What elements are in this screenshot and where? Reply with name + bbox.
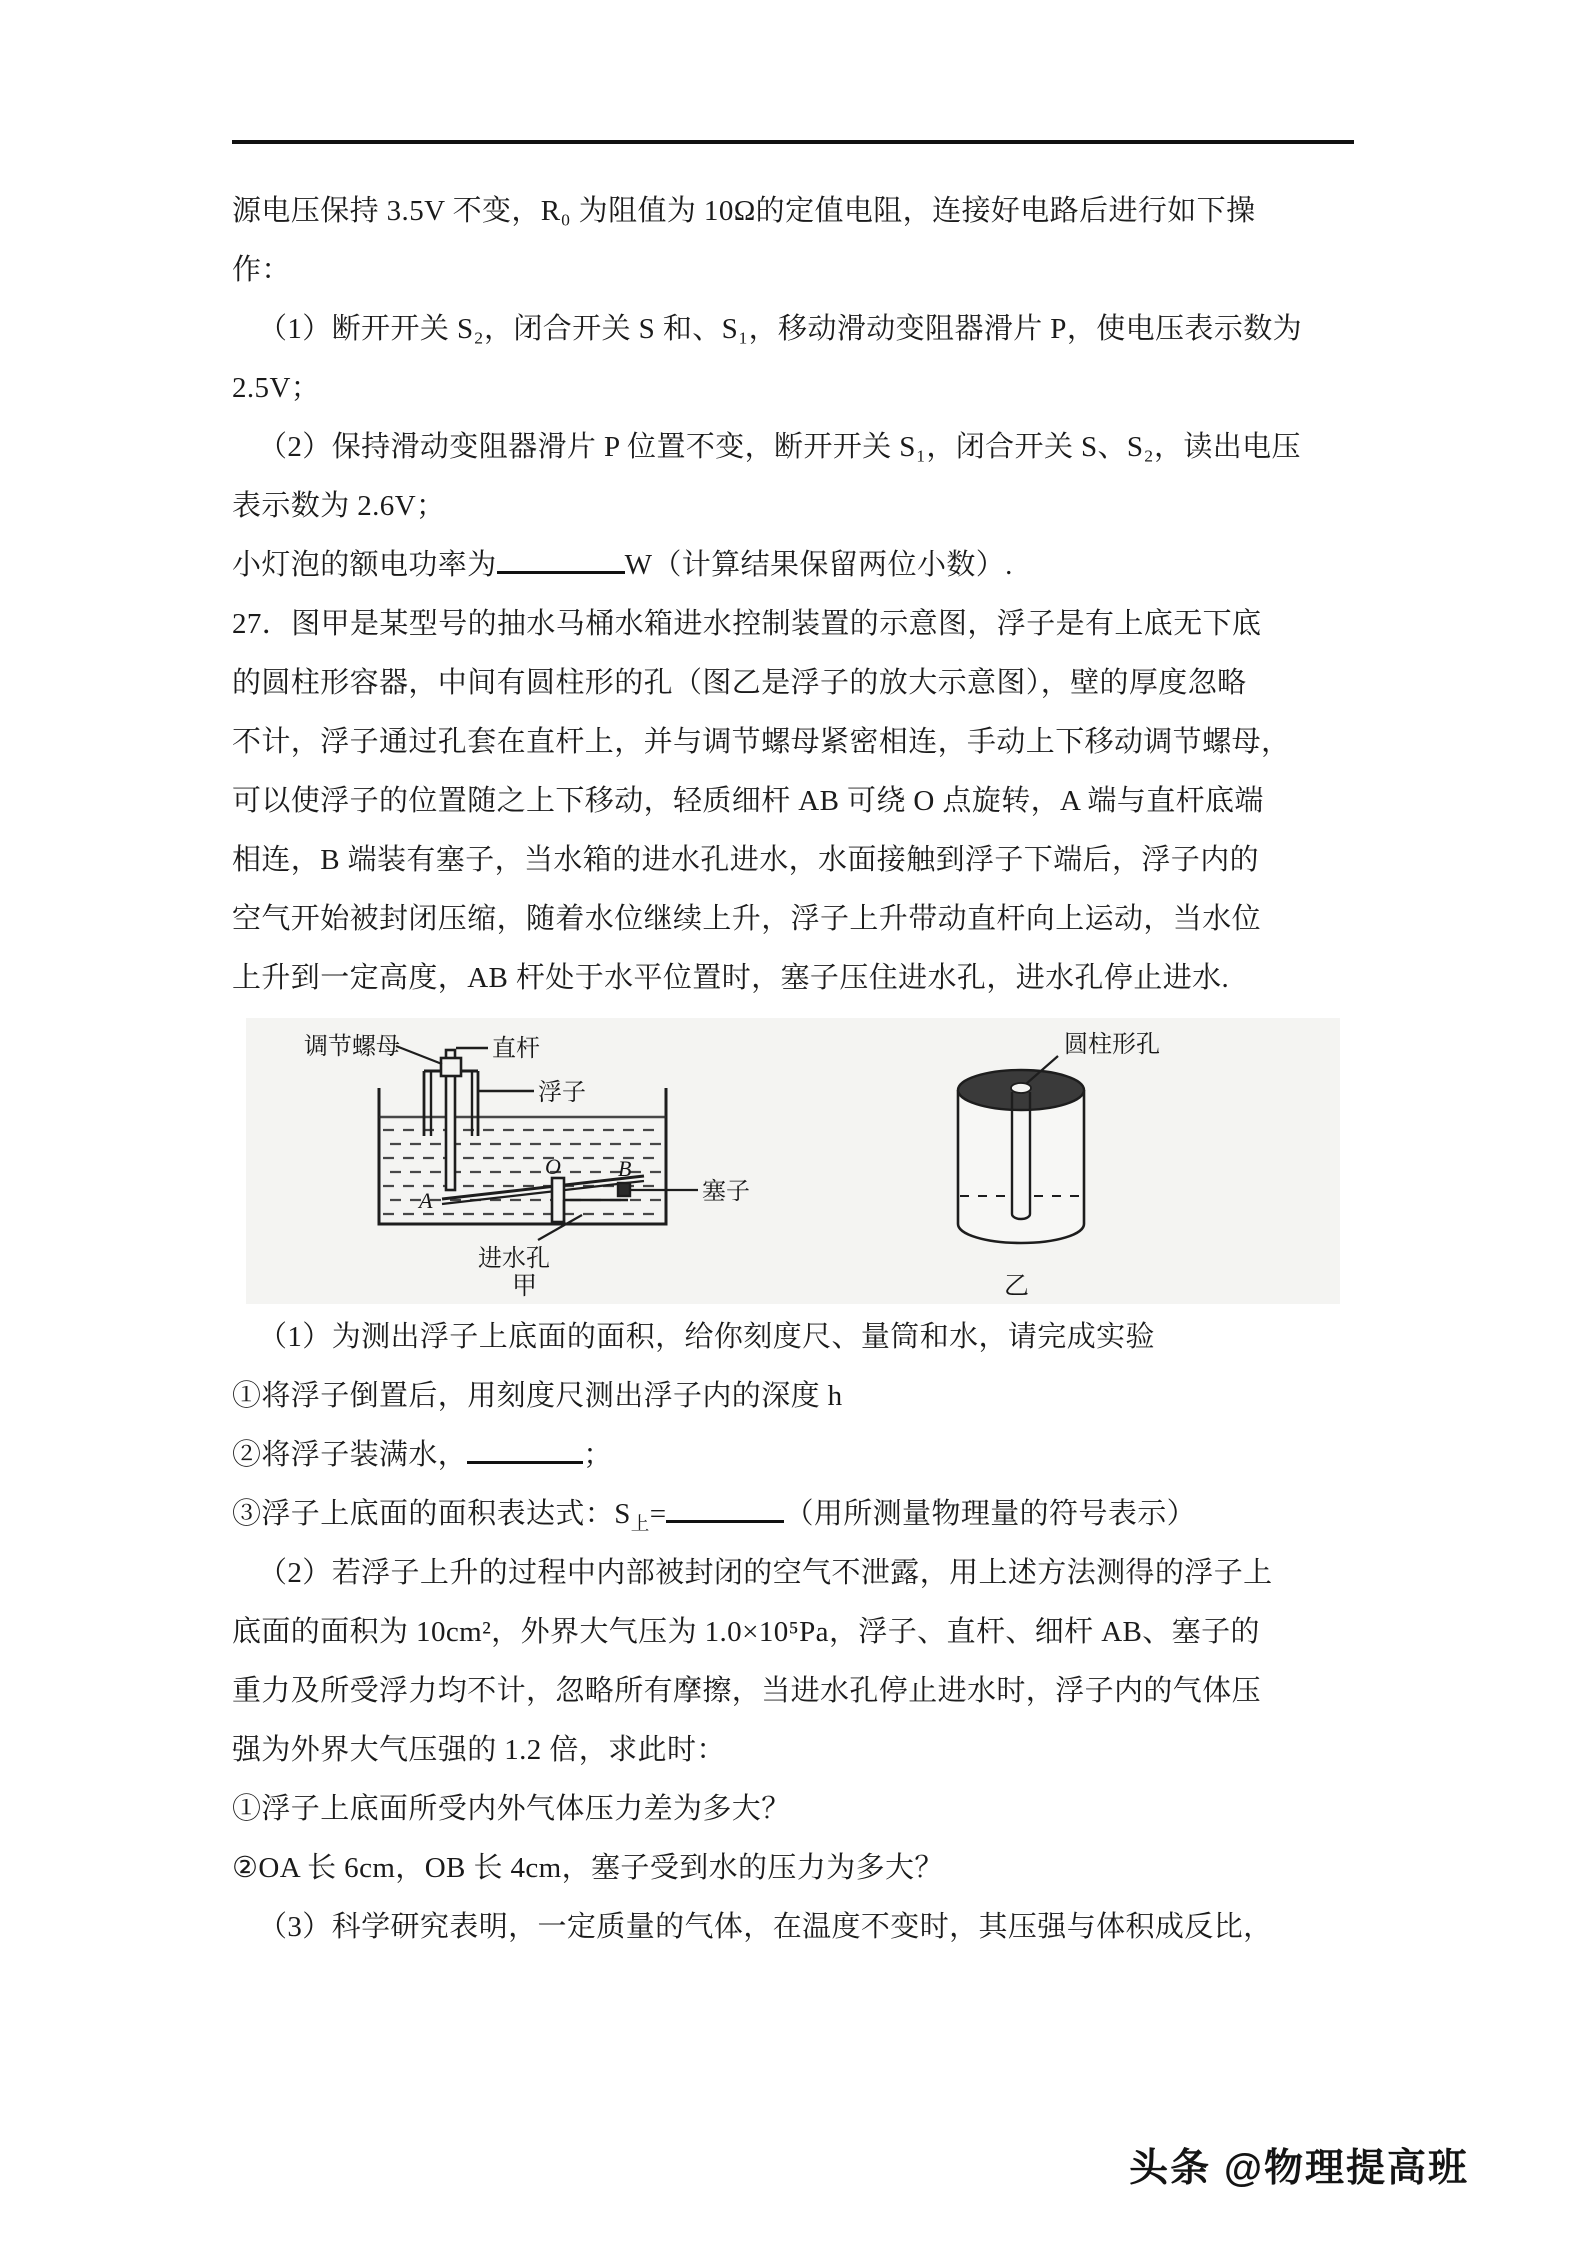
watermark: 头条 @物理提高班 (1129, 2147, 1469, 2190)
question-26-item: （1）断开开关 S₂，闭合开关 S 和、S₁，移动滑动变阻器滑片 P，使电压表示数为 (258, 313, 1303, 345)
text-line: 27．图甲是某型号的抽水马桶水箱进水控制装置的示意图，浮子是有上底无下底 (232, 608, 1262, 640)
label-cylindrical-hole: 圆柱形孔 (1064, 1032, 1160, 1058)
label-plug: 塞子 (702, 1179, 750, 1205)
question-26-item: 表示数为 2.6V； (232, 490, 446, 522)
text-line: 作： (232, 254, 291, 286)
step2-suffix: ； (583, 1439, 613, 1471)
caption-yi: 乙 (1004, 1273, 1030, 1300)
answer-blank[interactable] (467, 1461, 583, 1464)
q27-part1-step2 (232, 1426, 1362, 1485)
answer-blank[interactable] (497, 571, 625, 574)
text-line: 空气开始被封闭压缩，随着水位继续上升，浮子上升带动直杆向上运动，当水位 (232, 903, 1262, 935)
answer-prompt-text: 小灯泡的额电功率为 (232, 549, 497, 581)
question-26-item: 2.5V； (232, 372, 321, 404)
text-line: 可以使浮子的位置随之上下移动，轻质细杆 AB 可绕 O 点旋转，A 端与直杆底端 (232, 785, 1264, 817)
text-line: 的圆柱形容器，中间有圆柱形的孔（图乙是浮子的放大示意图），壁的厚度忽略 (232, 667, 1247, 699)
figure-toilet-float-diagram (246, 1018, 1340, 1304)
q27-part2-line: 重力及所受浮力均不计，忽略所有摩擦，当进水孔停止进水时，浮子内的气体压 (232, 1675, 1262, 1707)
answer-blank[interactable] (666, 1520, 784, 1523)
label-point-a: A (419, 1188, 433, 1213)
equals-sign: = (649, 1498, 667, 1530)
q27-part1-step3 (232, 1485, 1362, 1544)
adjusting-nut (441, 1058, 461, 1076)
answer-suffix-text: W（计算结果保留两位小数）. (624, 549, 1013, 581)
label-point-b: B (618, 1156, 632, 1181)
question-26-item: （2）保持滑动变阻器滑片 P 位置不变，断开开关 S₁，闭合开关 S、S₂，读出电压 (258, 431, 1301, 463)
q27-part2-line: 强为外界大气压强的 1.2 倍，求此时： (232, 1734, 726, 1766)
step3-prefix: ③浮子上底面的面积表达式：S (232, 1498, 631, 1530)
label-vertical-rod: 直杆 (492, 1036, 540, 1062)
plug-b (618, 1183, 630, 1196)
step2-prefix: ②将浮子装满水， (232, 1439, 468, 1471)
q27-part1-step1: ①将浮子倒置后，用刻度尺测出浮子内的深度 h (232, 1380, 843, 1412)
caption-jia: 甲 (512, 1273, 538, 1300)
cylindrical-hole-opening (1011, 1083, 1031, 1093)
q27-part2-sub1: ①浮子上底面所受内外气体压力差为多大？ (232, 1793, 791, 1825)
text-line: 相连，B 端装有塞子，当水箱的进水孔进水，水面接触到浮子下端后，浮子内的 (232, 844, 1259, 876)
question-27 (232, 595, 1362, 1008)
fulcrum-o (552, 1178, 564, 1222)
q27-part3: （3）科学研究表明，一定质量的气体，在温度不变时，其压强与体积成反比， (258, 1911, 1273, 1943)
text-line: 源电压保持 3.5V 不变，R₀ 为阻值为 10Ω的定值电阻，连接好电路后进行如下操 (232, 195, 1256, 227)
q27-part2-sub2: ②OA 长 6cm，OB 长 4cm，塞子受到水的压力为多大？ (232, 1852, 944, 1884)
q27-part2-line: 底面的面积为 10cm²，外界大气压为 1.0×10⁵Pa，浮子、直杆、细杆 AB、塞子的 (232, 1616, 1260, 1648)
q27-part2-line: （2）若浮子上升的过程中内部被封闭的空气不泄露，用上述方法测得的浮子上 (258, 1557, 1273, 1589)
text-line: 不计，浮子通过孔套在直杆上，并与调节螺母紧密相连，手动上下移动调节螺母， (232, 726, 1291, 758)
label-point-o: O (545, 1154, 561, 1179)
text-line: 上升到一定高度，AB 杆处于水平位置时，塞子压住进水孔，进水孔停止进水. (232, 962, 1230, 994)
q27-part1-lead: （1）为测出浮子上底面的面积，给你刻度尺、量筒和水，请完成实验 (258, 1321, 1155, 1353)
header-rule (232, 140, 1354, 144)
question-26-answer-line (232, 536, 1362, 595)
label-float: 浮子 (538, 1080, 586, 1106)
step3-suffix: （用所测量物理量的符号表示） (784, 1498, 1197, 1530)
figure-svg (246, 1018, 1340, 1304)
label-inlet-hole: 进水孔 (478, 1246, 550, 1272)
subscript-shang: 上 (630, 1513, 650, 1535)
document-body (232, 182, 1362, 1957)
label-adjusting-nut: 调节螺母 (304, 1034, 400, 1060)
float-enlarged (958, 1056, 1084, 1243)
